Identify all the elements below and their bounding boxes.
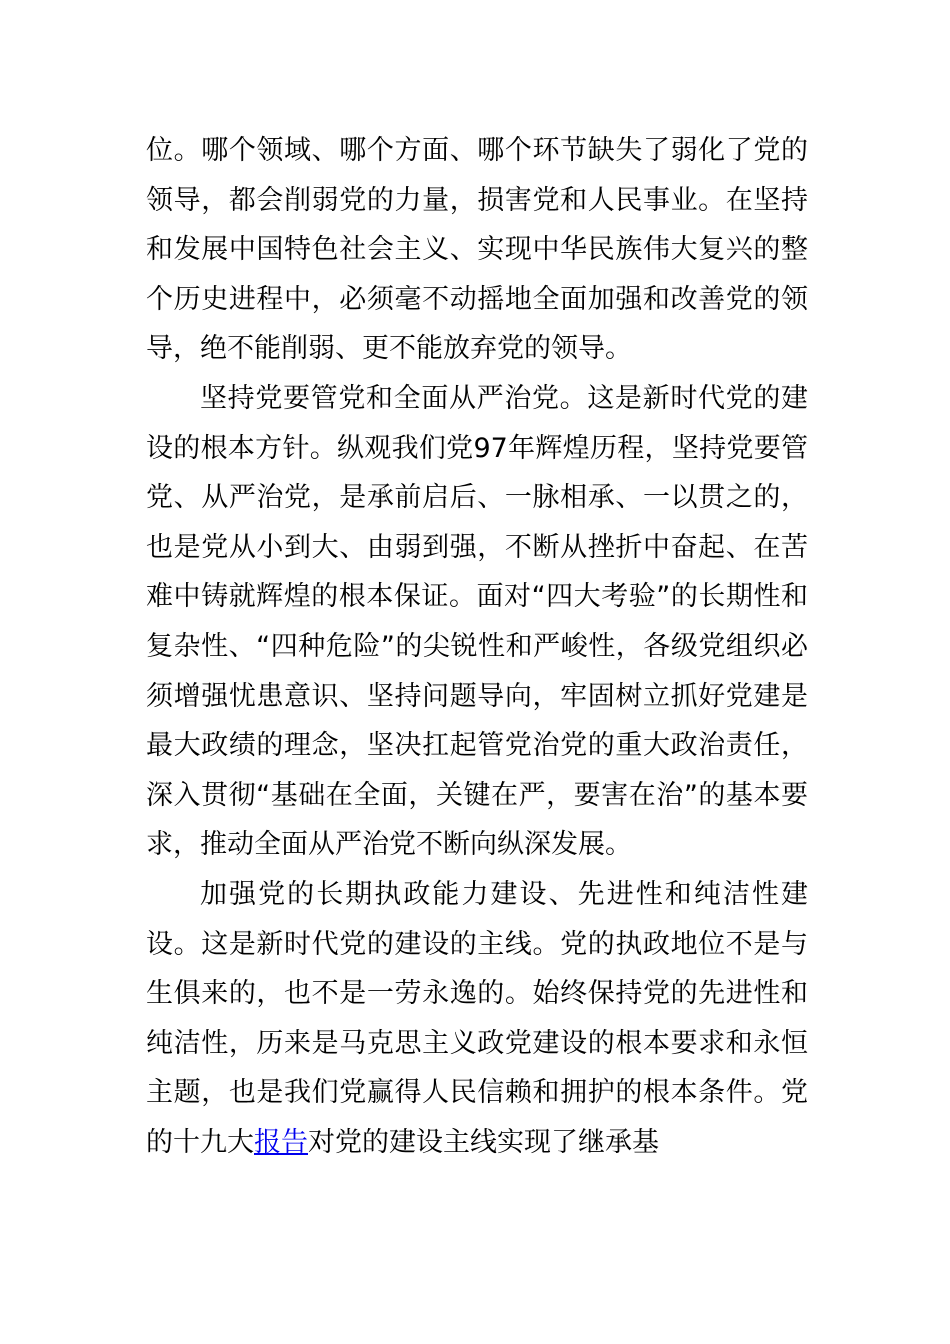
document-body bbox=[146, 126, 808, 1167]
report-link[interactable]: 报告 bbox=[254, 1126, 308, 1158]
paragraph-2: 坚持党要管党和全面从严治党。这是新时代党的建设的根本方针。纵观我们党97年辉煌历程，坚持党要管党、从严治党，是承前启后、一脉相承、一以贯之的，也是党从小到大、由弱到强，不断从挫折中奋起、在苦难中铸就辉煌的根本保证。面对“四大考验”的长期性和复杂性、“四种危险”的尖锐性和严峻性，各级党组织必须增强忧患意识、坚持问题导向，牢固树立抓好党建是最大政绩的理念，坚决扛起管党治党的重大政治责任，深入贯彻“基础在全面，关键在严，要害在治”的基本要求，推动全面从严治党不断向纵深发展。 bbox=[146, 382, 808, 861]
paragraph-3 bbox=[146, 870, 808, 1168]
paragraph-3-text-after-link: 对党的建设主线实现了继承基 bbox=[308, 1126, 659, 1158]
paragraph-1: 位。哪个领域、哪个方面、哪个环节缺失了弱化了党的领导，都会削弱党的力量，损害党和人民事业。在坚持和发展中国特色社会主义、实现中华民族伟大复兴的整个历史进程中，必须毫不动摇地全面加强和改善党的领导，绝不能削弱、更不能放弃党的领导。 bbox=[146, 135, 808, 365]
paragraph-3-text-before-link: 加强党的长期执政能力建设、先进性和纯洁性建设。这是新时代党的建设的主线。党的执政地位不是与生俱来的，也不是一劳永逸的。始终保持党的先进性和纯洁性，历来是马克思主义政党建设的根本要求和永恒主题，也是我们党赢得人民信赖和拥护的根本条件。党的十九大 bbox=[146, 878, 808, 1158]
